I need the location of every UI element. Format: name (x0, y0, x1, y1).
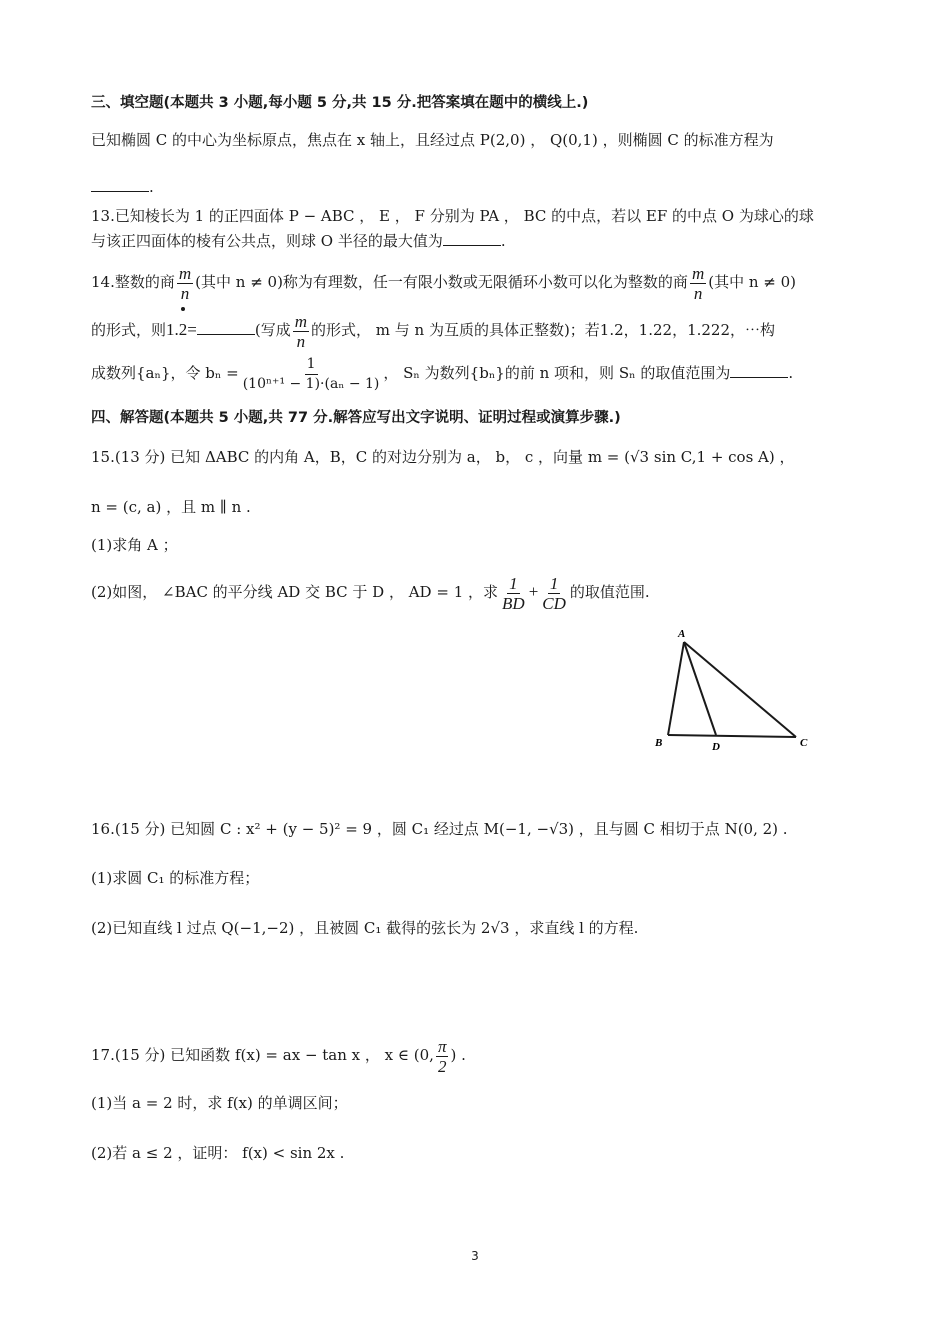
repeating-digit: 2 (179, 310, 188, 350)
frac-num: m (294, 311, 307, 331)
question-14-line1 (91, 262, 796, 303)
question-14-line3 (91, 353, 793, 394)
question-15-line2: n = (c, a) ，且 m ∥ n . (91, 498, 251, 516)
label-a: A (678, 628, 686, 640)
question-15-part1: (1)求角 A ； (91, 536, 178, 554)
frac-num: m (178, 263, 192, 283)
frac-den: (10ⁿ⁺¹ − 1)·(aₙ − 1) (242, 375, 380, 392)
q14-cond2: (其中 n ≠ 0) (708, 273, 796, 291)
question-13-line1: 13.已知棱长为 1 的正四面体 P − ABC ， E ， F 分别为 PA ， BC 的中点，若以 EF 的中点 O 为球心的球 (91, 207, 814, 225)
q14-line3-end: ， Sₙ 为数列{bₙ}的前 n 项和，则 Sₙ 的取值范围为 (383, 364, 731, 382)
plus-sign: + (528, 582, 539, 601)
q14-line2-end: 的形式， m 与 n 为互质的具体正整数)；若1.2，1.22，1.222，⋯构 (311, 321, 776, 339)
label-b: B (655, 737, 663, 749)
q14-line2-start: 的形式，则 (91, 321, 167, 339)
label-d: D (712, 741, 720, 753)
fraction-pi-over-2 (436, 1037, 449, 1076)
q17-line1-end: ) . (450, 1046, 466, 1064)
fraction-m-over-n (293, 312, 309, 351)
frac-num: 1 (305, 355, 318, 375)
question-12-line2 (91, 176, 154, 198)
q15-part2-end: 的取值范围. (569, 583, 650, 601)
question-14-line2 (91, 310, 775, 351)
fraction-m-over-n (177, 264, 193, 303)
question-15-part2 (91, 570, 650, 614)
period: . (500, 232, 506, 250)
question-13-text: 与该正四面体的棱有公共点，则球 O 半径的最大值为 (91, 232, 443, 250)
frac-num: π (437, 1036, 447, 1056)
fraction-1-over-cd (540, 574, 568, 613)
page-number: 3 (471, 1249, 479, 1263)
q14-line3-start: 成数列{aₙ}，令 bₙ = (91, 364, 239, 382)
q14-prefix: 14.整数的商 (91, 273, 175, 291)
question-16-part2: (2)已知直线 l 过点 Q(−1,−2) ，且被圆 C₁ 截得的弦长为 2√3 ，求直线 l 的方程. (91, 919, 639, 937)
q14-line2-mid: (写成 (254, 321, 291, 339)
question-16-part1: (1)求圆 C₁ 的标准方程； (91, 869, 260, 887)
label-c: C (800, 737, 808, 749)
question-17-part2: (2)若 a ≤ 2 ，证明： f(x) < sin 2x . (91, 1144, 345, 1162)
answer-blank (730, 363, 788, 378)
q14-cond1: (其中 n ≠ 0)称为有理数，任一有限小数或无限循环小数可以化为整数的商 (195, 273, 688, 291)
section-4-header: 四、解答题(本题共 5 小题,共 77 分.解答应写出文字说明、证明过程或演算步骤.) (91, 410, 621, 426)
frac-den: 2 (437, 1056, 447, 1076)
fraction-m-over-n (690, 264, 706, 303)
side-ab (668, 642, 684, 735)
frac-num: 1 (549, 573, 559, 593)
repeating-int: 1. (166, 320, 179, 339)
equals: = (187, 320, 197, 339)
q17-line1-start: 17.(15 分) 已知函数 f(x) = ax − tan x ， x ∈ (0, (91, 1046, 434, 1064)
triangle-figure (645, 618, 825, 758)
question-17-line1 (91, 1033, 466, 1077)
frac-num: m (691, 263, 705, 283)
answer-blank (197, 320, 255, 335)
side-bc (668, 735, 796, 737)
period: . (149, 178, 154, 196)
fraction-bn (241, 355, 382, 394)
question-16-line1: 16.(15 分) 已知圆 C : x² + (y − 5)² = 9 ，圆 C₁ 经过点 M(−1, −√3) ，且与圆 C 相切于点 N(0, 2) . (91, 820, 788, 838)
frac-den: CD (542, 593, 566, 613)
answer-blank (443, 231, 501, 246)
section-3-header: 三、填空题(本题共 3 小题,每小题 5 分,共 15 分.把答案填在题中的横线上.) (91, 95, 589, 111)
answer-blank (91, 177, 149, 192)
question-13-line2 (91, 230, 506, 252)
frac-den: n (296, 331, 306, 351)
fraction-1-over-bd (500, 574, 527, 613)
q15-part2-start: (2)如图， ∠BAC 的平分线 AD 交 BC 于 D ， AD = 1 ，求 (91, 583, 499, 601)
period: . (788, 364, 794, 382)
frac-den: BD (502, 593, 525, 613)
question-17-part1: (1)当 a = 2 时，求 f(x) 的单调区间； (91, 1094, 348, 1112)
frac-den: n (693, 283, 703, 303)
frac-num: 1 (509, 573, 518, 593)
question-12-line1: 已知椭圆 C 的中心为坐标原点，焦点在 x 轴上，且经过点 P(2,0) ， Q(0,1) ，则椭圆 C 的标准方程为 (91, 131, 774, 149)
question-15-line1: 15.(13 分) 已知 ΔABC 的内角 A，B，C 的对边分别为 a， b， c ，向量 m = (√3 sin C,1 + cos A) ， (91, 448, 795, 466)
frac-den: n (180, 283, 190, 303)
